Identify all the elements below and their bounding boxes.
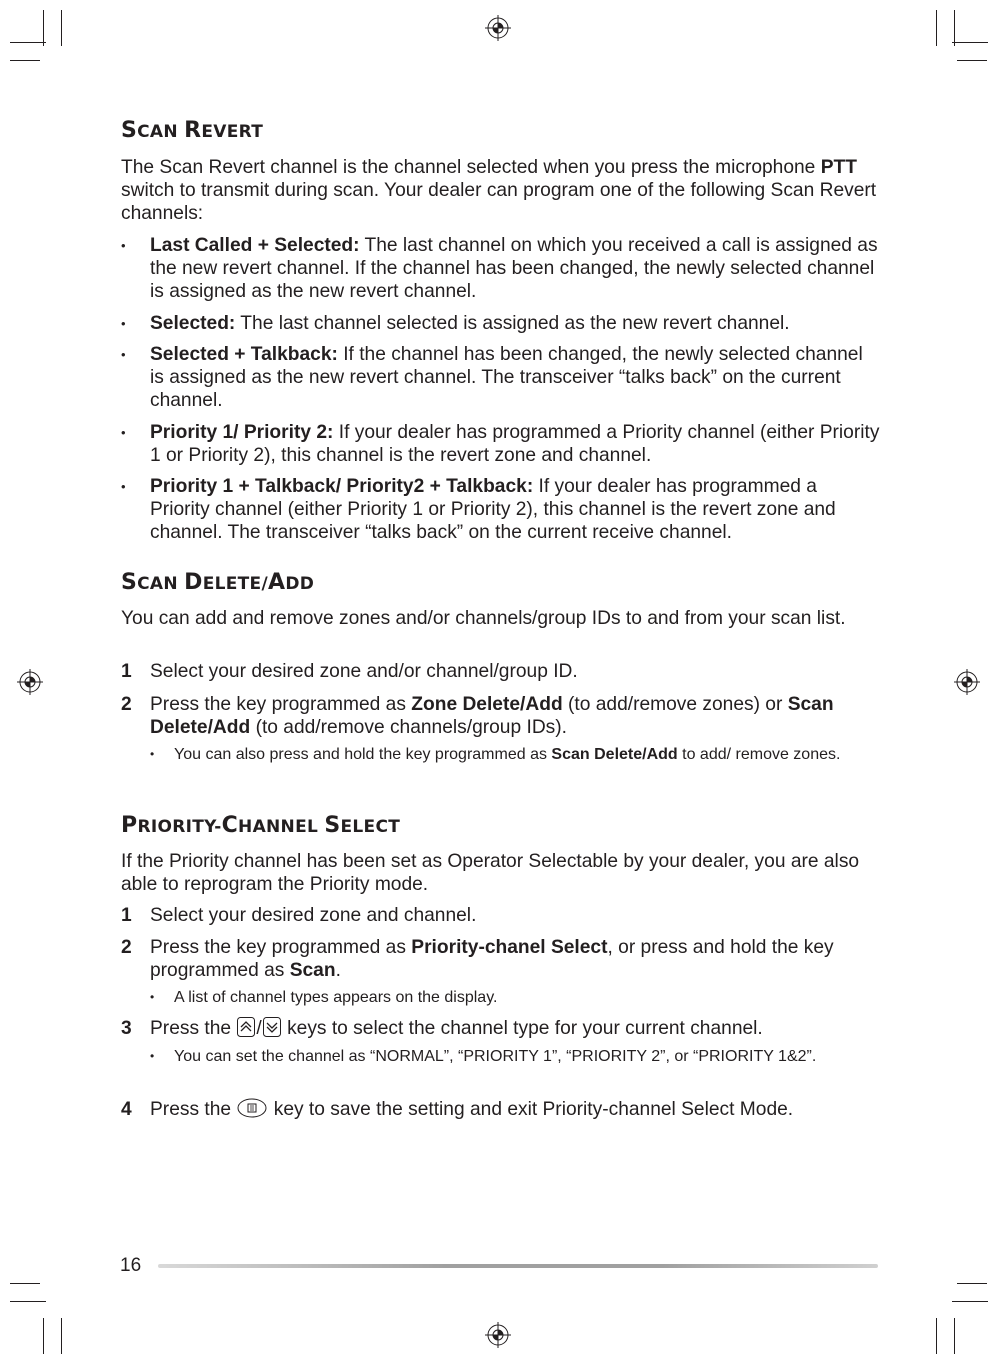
manual-page: SCAN REVERT The Scan Revert channel is the channel selected when you press the microphone PTT switch to transmit during scan. Your dealer can program one of the following Scan Revert channels: • Last Called + Selected: The last channel on which you received a call is assigned as the new revert channel. If the channel has been changed, the newly selected channel is assigned as the new revert channel. • Selected: The last channel selected is assigned as the new revert channel. • Selected + Talkback: If the channel has been changed, the newly selected channel is assigned as the new revert channel. The transceiver “talks back” on the current channel. • Priority 1/ Priority 2: If your dealer has programmed a Priority channel (either Priority 1 or Priority 2), this channel is the revert zone and channel. • Priority 1 + Talkback/ Priority2 + Talkback: If your dealer has programmed a Priority channel (either Priority 1 or Priority 2), this channel is the revert zone and channel. The transceiver “talks back” on the current receive channel. SCAN DELETE/ADD You can add and remove zones and/or channels/group IDs to and from your scan list. 1 Select your desired zone and/or channel/group ID. 2 Press the key programmed as Zone Delete/Add (to add/remove zones) or Scan Delete/Add (to add/remove channels/group IDs). • You can also press and hold the key programmed as Scan Delete/Add to add/ remove zones. PRIORITY-CHANNEL SELECT If the Priority channel has been set as Operator Selectable by your dealer, you are also able to reprogram the Priority mode. 1 Select your desired zone and channel. 2 Press the key programmed as Priority-chanel Select, or press and hold the key programmed as Scan. • A list of channel types appears on the display. 3 Press the / keys to select the channel type for your current channel. • You can set the channel as “NORMAL”, “PRIORITY 1”, “PRIORITY 2”, or “PRIORITY 1&2”. 4 Press the key to save the setting and exit Priority-channel Select Mode. 16: [0, 0, 997, 1363]
crop-mark: [952, 1301, 988, 1302]
crop-mark: [936, 10, 937, 46]
scan-delete-add-intro: You can add and remove zones and/or channels/group IDs to and from your scan list.: [121, 608, 846, 629]
crop-mark: [954, 1318, 955, 1354]
registration-mark-icon: [485, 1322, 511, 1348]
crop-mark: [61, 10, 62, 46]
crop-mark: [43, 10, 44, 46]
registration-mark-icon: [954, 669, 980, 695]
registration-mark-icon: [485, 15, 511, 41]
registration-mark-icon: [17, 669, 43, 695]
crop-mark: [61, 1318, 62, 1354]
down-key-icon: [263, 1017, 281, 1037]
crop-mark: [954, 10, 955, 46]
crop-mark: [952, 42, 988, 43]
footer-rule: [158, 1264, 878, 1268]
crop-mark: [10, 1283, 40, 1284]
menu-key-icon: [237, 1098, 267, 1118]
crop-mark: [957, 1283, 987, 1284]
section-heading-priority-channel-select: PRIORITY-CHANNEL SELECT: [121, 813, 401, 838]
scan-revert-intro: The Scan Revert channel is the channel selected when you press the microphone PTT switch to transmit during scan. Your dealer can program one of the following Scan Revert channels:: [121, 157, 877, 224]
section-heading-scan-revert: SCAN REVERT: [121, 118, 264, 143]
crop-mark: [10, 60, 40, 61]
section-heading-scan-delete-add: SCAN DELETE/ADD: [121, 570, 315, 595]
priority-channel-intro: If the Priority channel has been set as Operator Selectable by your dealer, you are also able to reprogram the Priority mode.: [121, 851, 860, 895]
crop-mark: [936, 1318, 937, 1354]
crop-mark: [10, 42, 46, 43]
crop-mark: [43, 1318, 44, 1354]
crop-mark: [10, 1301, 46, 1302]
up-key-icon: [237, 1017, 255, 1037]
crop-mark: [957, 60, 987, 61]
page-number: 16: [120, 1255, 142, 1276]
